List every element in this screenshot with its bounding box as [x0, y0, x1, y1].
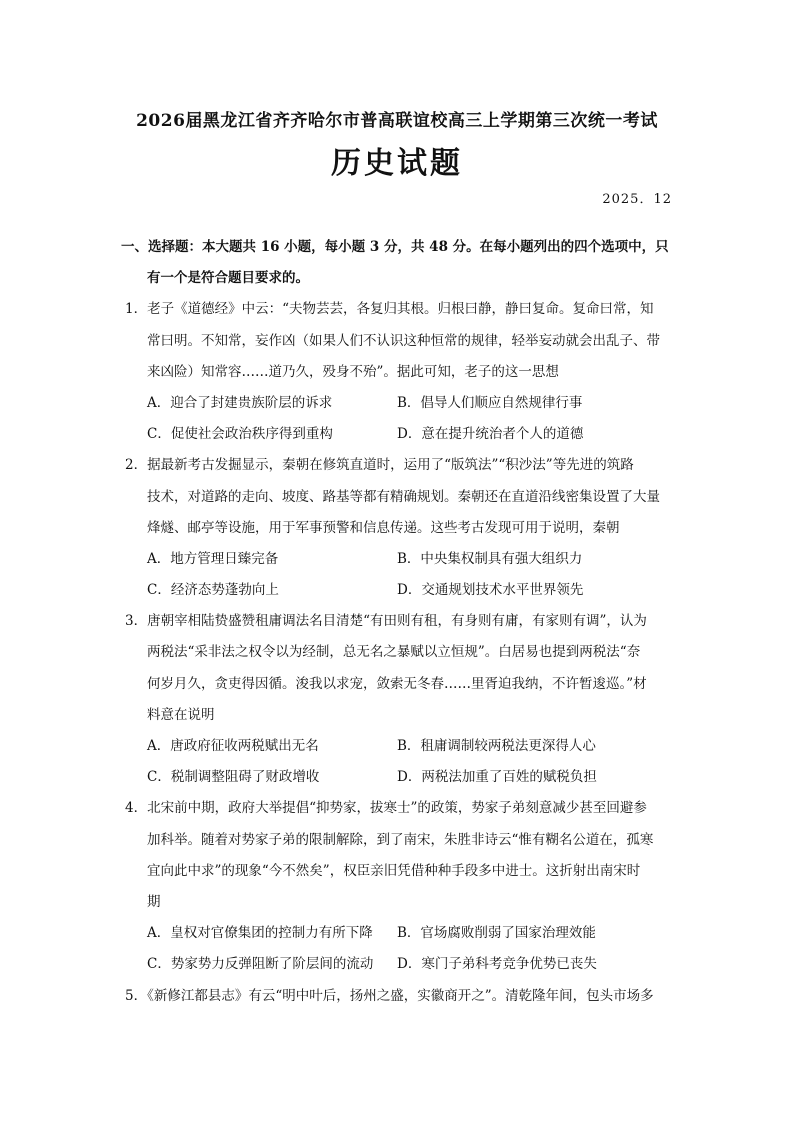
exam-content [121, 232, 676, 1012]
question-text-line: 2．据最新考古发掘显示，秦朝在修筑直道时，运用了“版筑法”“积沙法”等先进的筑路 [125, 457, 634, 474]
option-b[interactable]: B．官场腐败削弱了国家治理效能 [397, 925, 596, 942]
question-text-line: 3．唐朝宰相陆贽盛赞租庸调法名目清楚“有田则有租，有身则有庸，有家则有调”，认为 [125, 613, 647, 630]
question-text-line: 4．北宋前中期，政府大举提倡“抑势家，拔寒士”的政策，势家子弟刻意减少甚至回避参 [125, 800, 647, 817]
exam-subject-title: 历史试题 [331, 146, 463, 181]
options-row [121, 544, 676, 575]
question-3 [121, 606, 676, 793]
option-c[interactable]: C．势家势力反弹阻断了阶层间的流动 [147, 956, 374, 973]
question-text-line: 加科举。随着对势家子弟的限制解除，到了南宋，朱胜非诗云“惟有糊名公道在，孤寒 [147, 831, 654, 848]
option-d[interactable]: D．交通规划技术水平世界领先 [397, 582, 584, 599]
question-text-line: 料意在说明 [147, 706, 215, 723]
option-d[interactable]: D．寒门子弟科考竞争优势已丧失 [397, 956, 597, 973]
options-row [121, 419, 676, 450]
question-text-line: 1．老子《道德经》中云：“夫物芸芸，各复归其根。归根曰静，静曰复命。复命曰常，知 [125, 301, 654, 318]
exam-title: 2026届黑龙江省齐齐哈尔市普高联谊校高三上学期第三次统一考试 [136, 111, 658, 131]
question-text-line: 常曰明。不知常，妄作凶（如果人们不认识这种恒常的规律，轻举妄动就会出乱子、带 [147, 332, 660, 349]
option-c[interactable]: C．促使社会政治秩序得到重构 [147, 426, 333, 443]
option-a[interactable]: A．地方管理日臻完备 [147, 550, 279, 567]
section-instruction-line-1: 一、选择题：本大题共 16 小题，每小题 3 分，共 48 分。在每小题列出的四个选项中，只 [121, 239, 669, 255]
question-text-line: 两税法“采非法之权令以为经制，总无名之暴赋以立恒规”。白居易也提到两税法“奈 [147, 644, 641, 661]
question-text-line: 期 [147, 893, 161, 910]
question-text-line: 技术，对道路的走向、坡度、路基等都有精确规划。秦朝还在直道沿线密集设置了大量 [147, 488, 660, 505]
options-row [121, 388, 676, 419]
options-row [121, 762, 676, 793]
option-a[interactable]: A．迎合了封建贵族阶层的诉求 [147, 394, 333, 411]
options-row [121, 918, 676, 949]
section-instruction-line-2: 有一个是符合题目要求的。 [147, 270, 309, 287]
options-row [121, 949, 676, 980]
question-text-line: 宜向此中求”的现象“今不然矣”，权臣亲旧凭借种种手段多中进士。这折射出南宋时 [147, 862, 641, 879]
options-row [121, 731, 676, 762]
option-a[interactable]: A．唐政府征收两税赋出无名 [147, 738, 319, 754]
option-b[interactable]: B．倡导人们顺应自然规律行事 [397, 394, 583, 411]
question-2 [121, 450, 676, 606]
question-1 [121, 294, 676, 450]
option-c[interactable]: C．经济态势蓬勃向上 [147, 582, 279, 599]
option-b[interactable]: B．租庸调制较两税法更深得人心 [397, 738, 596, 754]
question-4 [121, 793, 676, 980]
option-d[interactable]: D．两税法加重了百姓的赋税负担 [397, 769, 597, 786]
question-text-line: 烽燧、邮亭等设施，用于军事预警和信息传递。这些考古发现可用于说明，秦朝 [147, 519, 620, 536]
question-text-line: 来凶险）知常容……道乃久，殁身不殆”。据此可知，老子的这一思想 [147, 363, 559, 380]
option-c[interactable]: C．税制调整阻碍了财政增收 [147, 769, 320, 786]
question-text-line: 5．《新修江都县志》有云“明中叶后，扬州之盛，实徽商开之”。清乾隆年间，包头市场多 [125, 987, 654, 1004]
question-text-line: 何岁月久，贪吏得因循。浚我以求宠，敛索无冬春……里胥迫我纳，不许暂逡巡。”材 [147, 675, 647, 692]
exam-date: 2025．12 [602, 192, 672, 207]
question-5 [121, 981, 676, 1012]
option-b[interactable]: B．中央集权制具有强大组织力 [397, 550, 583, 567]
options-row [121, 575, 676, 606]
option-a[interactable]: A．皇权对官僚集团的控制力有所下降 [147, 925, 373, 942]
option-d[interactable]: D．意在提升统治者个人的道德 [397, 426, 584, 443]
